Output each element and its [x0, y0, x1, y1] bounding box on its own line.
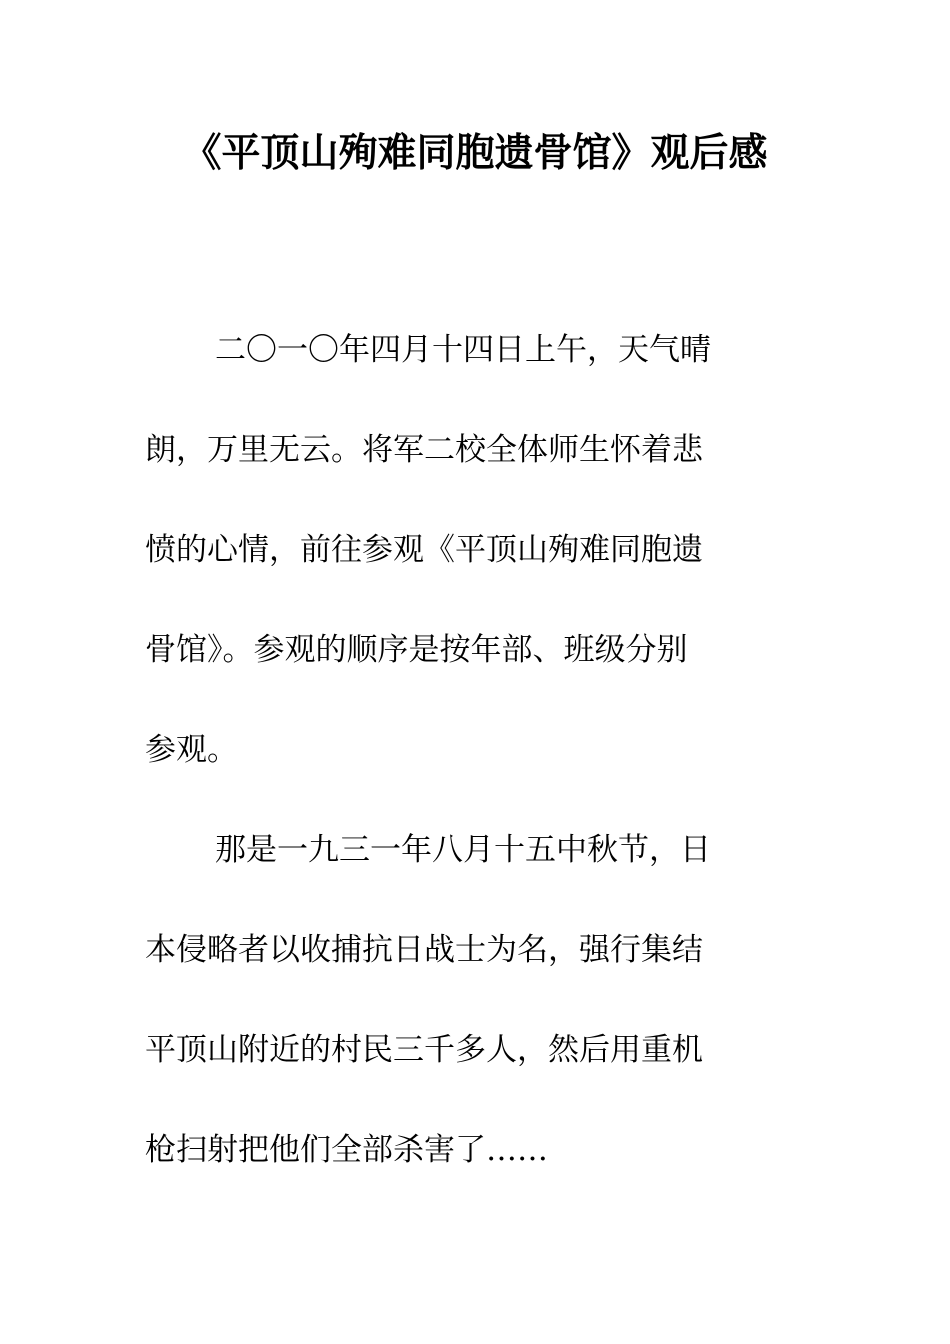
text-line: 骨馆》。参观的顺序是按年部、班级分别 — [145, 632, 688, 668]
text-line: 二〇一〇年四月十四日上午，天气晴 — [215, 332, 711, 368]
text-line: 本侵略者以收捕抗日战士为名，强行集结 — [145, 932, 703, 968]
text-line: 枪扫射把他们全部杀害了…… — [145, 1132, 548, 1168]
paragraph-2 — [145, 800, 785, 1200]
text-line: 平顶山附近的村民三千多人，然后用重机 — [145, 1032, 703, 1068]
text-line: 参观。 — [145, 732, 238, 768]
document-title: 《平顶山殉难同胞遗骨馆》观后感 — [182, 130, 768, 176]
text-line: 那是一九三一年八月十五中秋节，日 — [215, 832, 711, 868]
document-body — [145, 300, 785, 1200]
text-line: 朗，万里无云。将军二校全体师生怀着悲 — [145, 432, 703, 468]
paragraph-1 — [145, 300, 785, 800]
text-line: 愤的心情，前往参观《平顶山殉难同胞遗 — [145, 532, 703, 568]
